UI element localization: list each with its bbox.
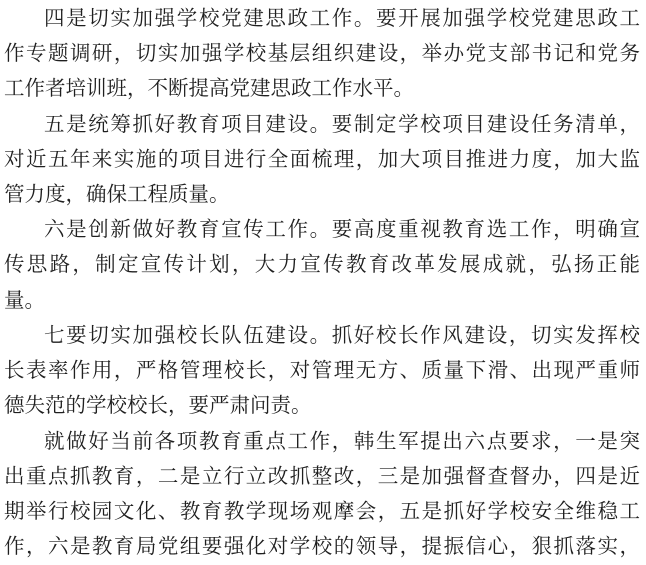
text-line: 管力度，确保工程质量。: [4, 182, 230, 206]
text-line: 作专题调研，切实加强学校基层组织建设，举办党支部书记和党务: [4, 41, 640, 65]
text-line: 五是统筹抓好教育项目建设。要制定学校项目建设任务清单，: [44, 112, 640, 136]
text-line: 德失范的学校校长，要严肃问责。: [4, 393, 312, 417]
text-line: 量。: [4, 288, 45, 312]
text-line: 作，六是教育局党组要强化对学校的领导，提振信心，狠抓落实，: [4, 534, 640, 558]
text-line: 对近五年来实施的项目进行全面梳理，加大项目推进力度，加大监: [4, 147, 640, 171]
text-line: 就做好当前各项教育重点工作，韩生军提出六点要求，一是突: [44, 429, 640, 453]
text-line: 六是创新做好教育宣传工作。要高度重视教育选工作，明确宣: [44, 217, 640, 241]
text-line: 七要切实加强校长队伍建设。抓好校长作风建设，切实发挥校: [44, 323, 640, 347]
text-line: 工作者培训班，不断提高党建思政工作水平。: [4, 76, 414, 100]
text-line: 四是切实加强学校党建思政工作。要开展加强学校党建思政工: [44, 6, 640, 30]
text-line: 长表率作用，严格管理校长，对管理无方、质量下滑、出现严重师: [4, 358, 640, 382]
text-line: 期举行校园文化、教育教学现场观摩会，五是抓好学校安全维稳工: [4, 499, 640, 523]
text-line: 传思路，制定宣传计划，大力宣传教育改革发展成就，弘扬正能: [4, 252, 640, 276]
text-line: 出重点抓教育，二是立行立改抓整改，三是加强督查督办，四是近: [4, 464, 640, 488]
